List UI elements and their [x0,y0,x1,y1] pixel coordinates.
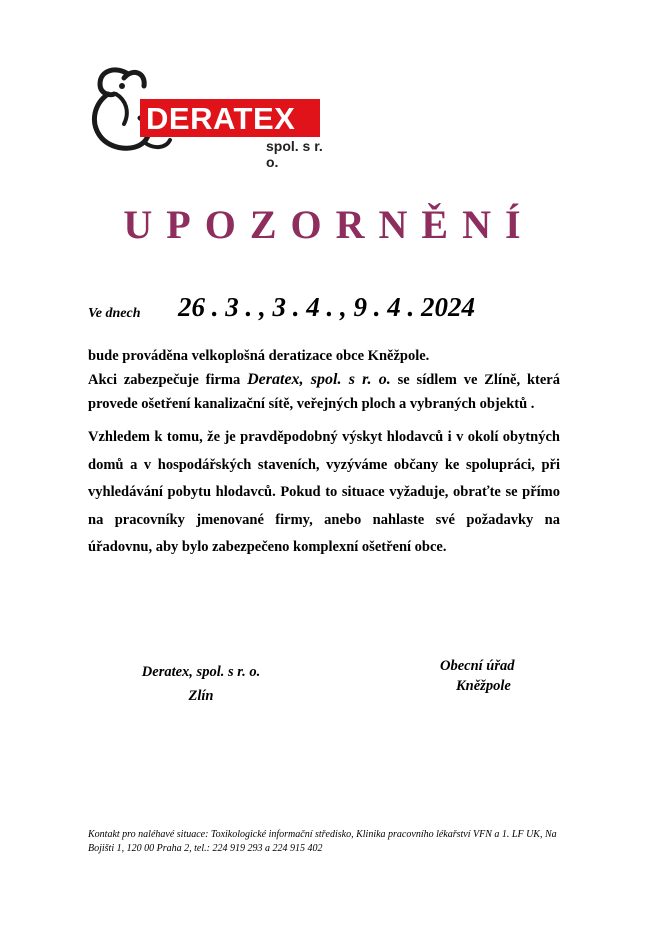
body-line-1-text: bude prováděna velkoplošná deratizace obce Kněžpole. [88,348,430,364]
signature-company-line2: Zlín [188,688,214,704]
dates-value: 26 . 3 . , 3 . 4 . , 9 . 4 . 2024 [178,292,475,322]
dates-label: Ve dnech [88,306,141,321]
dates-row [88,292,588,332]
body-line-2-start: Akci zabezpečuje firma [88,372,248,388]
body-paragraph-2: Vzhledem k tomu, že je pravděpodobný výskyt hlodavců i v okolí obytných domů a v hospodářských staveních, vyzýváme občany ke spolupráci, při vyhledávání pobytu hlodavců. Pokud to situace vyžaduje, obraťte se přímo na pracovníky jmenované firmy, anebo nahlaste své požadavky na úřadovnu, aby bylo zabezpečeno komplexní ošetření obce. [88,429,560,555]
body-line-1 [88,344,560,416]
signature-office-line1: Obecní úřad [440,658,515,674]
body-company-name: Deratex, spol. s r. o. [247,371,391,388]
notice-body [88,344,560,562]
signature-office [440,656,515,696]
body-line-2-end: se sídlem ve Zlíně, která provede ošetření kanalizační sítě, veřejných ploch a vybraných objektů . [88,372,560,412]
signature-company [134,660,268,708]
page-title: UPOZORNĚNÍ [123,202,535,247]
emergency-contact: Kontakt pro naléhavé situace: Toxikologické informační středisko, Klinika pracovního lékařství VFN a 1. LF UK, Na Bojišti 1, 120 00 Praha 2, tel.: 224 919 293 a 224 915 402 [88,829,557,854]
signature-company-line1: Deratex, spol. s r. o. [141,664,261,680]
brand-name: DERATEX [146,101,296,136]
brand-subtitle: spol. s r. o. [266,138,323,170]
signature-office-line2: Kněžpole [456,678,511,694]
deratex-logo [86,64,326,170]
